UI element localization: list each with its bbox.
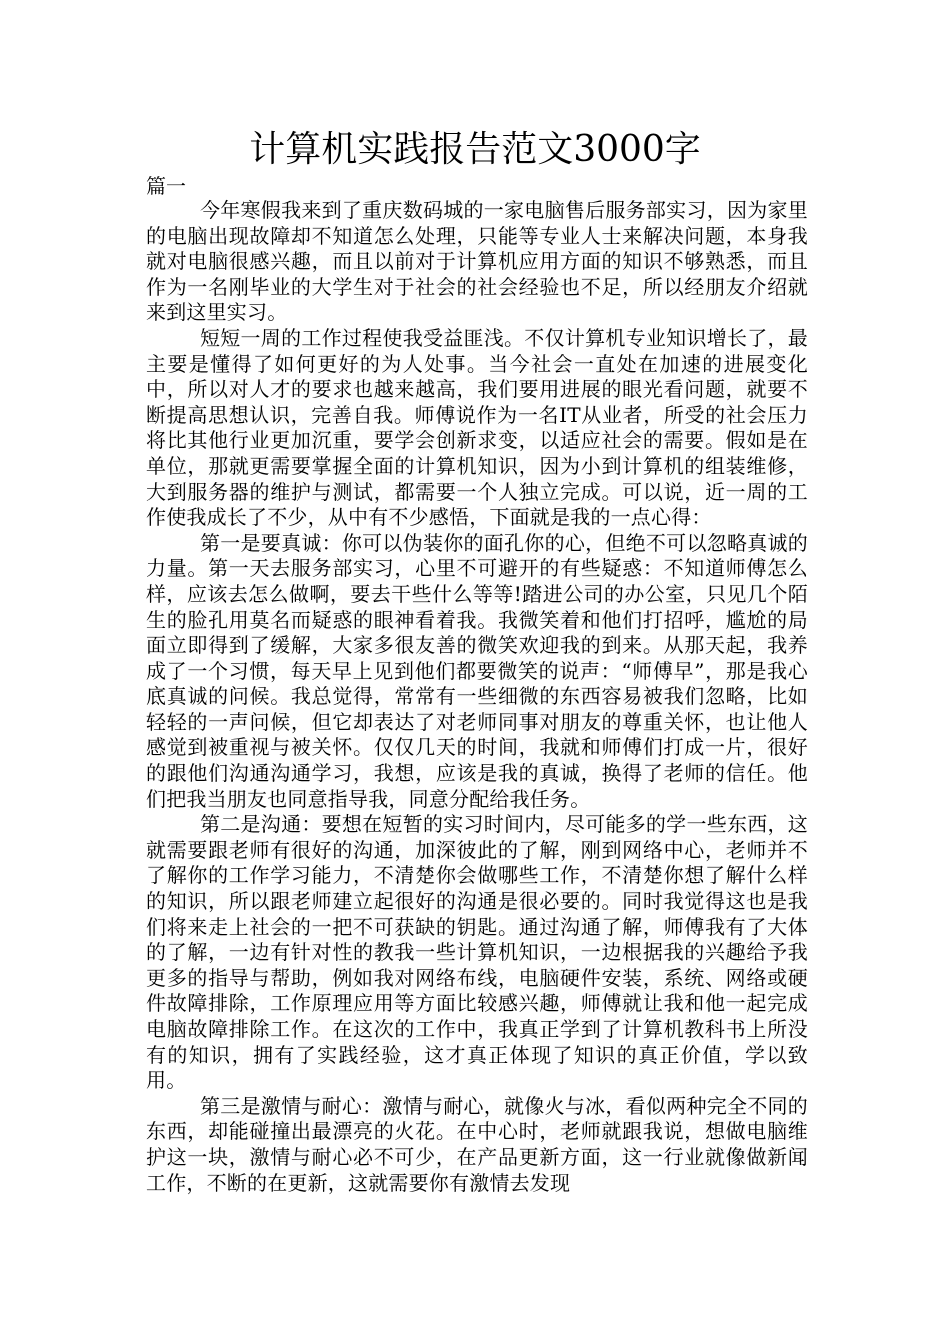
paragraph-1: 今年寒假我来到了重庆数码城的一家电脑售后服务部实习，因为家里的电脑出现故障却不知道怎么处理，只能等专业人士来解决问题，本身我就对电脑很感兴趣，而且以前对于计算机应用方面的知识不够熟悉，而且作为一名刚毕业的大学生对于社会的社会经验也不足，所以经朋友介绍就来到这里实习。 — [146, 198, 808, 325]
paragraph-3: 第一是要真诚：你可以伪装你的面孔你的心，但绝不可以忽略真诚的力量。第一天去服务部实习，心里不可避开的有些疑惑：不知道师傅怎么样，应该去怎么做啊，要去干些什么等等!踏进公司的办公室，只见几个陌生的脸孔用莫名而疑惑的眼神看着我。我微笑着和他们打招呼，尴尬的局面立即得到了缓解，大家多很友善的微笑欢迎我的到来。从那天起，我养成了一个习惯，每天早上见到他们都要微笑的说声：“师傅早”，那是我心底真诚的问候。我总觉得，常常有一些细微的东西容易被我们忽略，比如轻轻的一声问候，但它却表达了对老师同事对朋友的尊重关怀，也让他人感觉到被重视与被关怀。仅仅几天的时间，我就和师傅们打成一片，很好的跟他们沟通沟通学习，我想，应该是我的真诚，换得了老师的信任。他们把我当朋友也同意指导我，同意分配给我任务。 — [146, 530, 808, 811]
document-title: 计算机实践报告范文3000字 — [249, 129, 701, 170]
paragraph-4: 第二是沟通：要想在短暂的实习时间内，尽可能多的学一些东西，这就需要跟老师有很好的沟通，加深彼此的了解，刚到网络中心，老师并不了解你的工作学习能力，不清楚你会做哪些工作，不清楚你想了解什么样的知识，所以跟老师建立起很好的沟通是很必要的。同时我觉得这也是我们将来走上社会的一把不可获缺的钥匙。通过沟通了解，师傅我有了大体的了解，一边有针对性的教我一些计算机知识，一边根据我的兴趣给予我更多的指导与帮助，例如我对网络布线，电脑硬件安装，系统、网络或硬件故障排除，工作原理应用等方面比较感兴趣，师傅就让我和他一起完成电脑故障排除工作。在这次的工作中，我真正学到了计算机教科书上所没有的知识，拥有了实践经验，这才真正体现了知识的真正价值，学以致用。 — [146, 812, 808, 1093]
document-body — [146, 198, 808, 1196]
paragraph-2: 短短一周的工作过程使我受益匪浅。不仅计算机专业知识增长了，最主要是懂得了如何更好的为人处事。当今社会一直处在加速的进展变化中，所以对人才的要求也越来越高，我们要用进展的眼光看问题，就要不断提高思想认识，完善自我。师傅说作为一名IT从业者，所受的社会压力将比其他行业更加沉重，要学会创新求变，以适应社会的需要。假如是在单位，那就更需要掌握全面的计算机知识，因为小到计算机的组装维修，大到服务器的维护与测试，都需要一个人独立完成。可以说，近一周的工作使我成长了不少，从中有不少感悟，下面就是我的一点心得： — [146, 325, 808, 530]
section-label: 篇一 — [146, 174, 186, 198]
paragraph-5: 第三是激情与耐心：激情与耐心，就像火与冰，看似两种完全不同的东西，却能碰撞出最漂亮的火花。在中心时，老师就跟我说，想做电脑维护这一块，激情与耐心必不可少，在产品更新方面，这一行业就像做新闻工作，不断的在更新，这就需要你有激情去发现 — [146, 1093, 808, 1195]
